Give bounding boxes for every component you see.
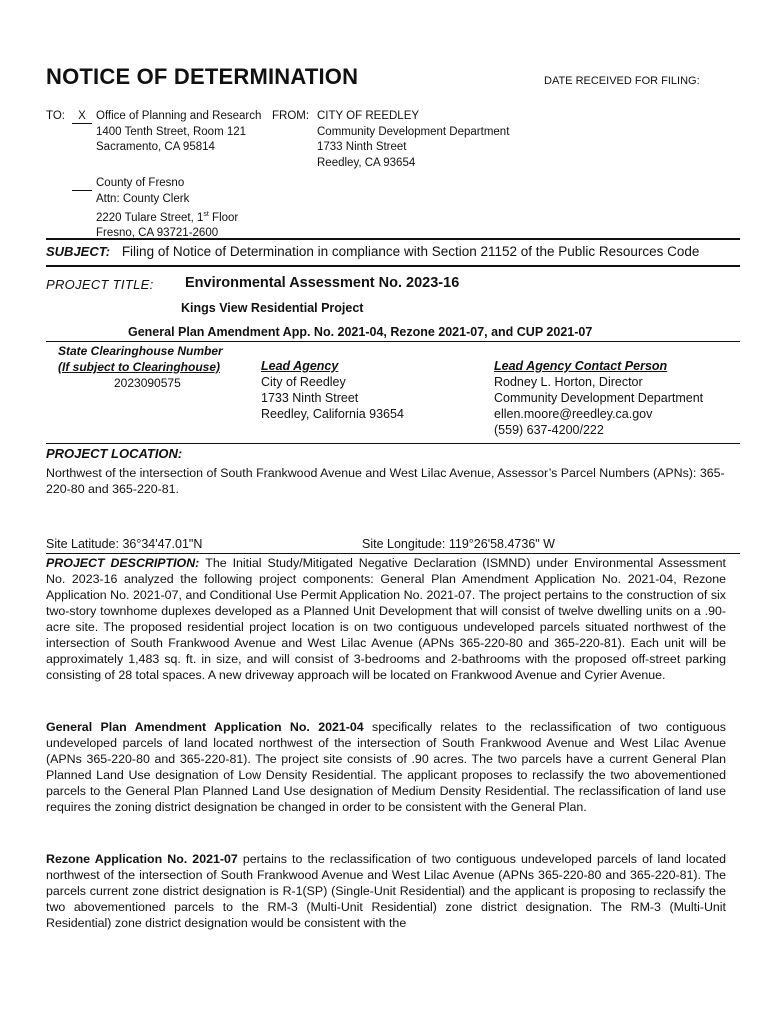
contact-block bbox=[494, 358, 703, 438]
description-text: The Initial Study/Mitigated Negative Declaration (ISMND) under Environmental Assessment No. 2023-16 analyzed the following project components: General Plan Amendment Application No. 2021-04, Rezone Application No. 2021-07, and Conditional Use Permit Application No. 2021-07. The project pertains to the construction of six two-story townhome duplexes developed as a Planned Unit Development that will consist of twelve dwelling units on a .90-acre site. The proposed residential project location is on two contiguous undeveloped parcels situated northwest of the intersection of South Frankwood Avenue and West Lilac Avenue (APNs 365-220-80 and 365-220-81). Each unit will be approximately 1,483 sq. ft. in size, and will consist of 3-bedrooms and 2-bathrooms with the proposed off-street parking consisting of 28 total spaces. A new driveway approach will be located on Frankwood Avenue and Cyrier Avenue. bbox=[46, 556, 726, 682]
divider bbox=[46, 341, 740, 342]
rezone-paragraph bbox=[46, 851, 726, 931]
subject-row bbox=[46, 244, 699, 259]
gpa-text: specifically relates to the reclassification of two contiguous undeveloped parcels of land located northwest of the intersection of South Frankwood Avenue and West Lilac Avenue (APNs 365-220-80 and 365-220-81). The project site consists of .90 acres. The two parcels have a current General Plan Planned Land Use designation of Low Density Residential. The applicant proposes to reclassify the two abovementioned parcels to the General Plan Planned Land Use designation of Medium Density Residential. The reclassification of land use requires the zoning district designation be changed in order to be consistent with the General Plan. bbox=[46, 720, 726, 814]
location-text: Northwest of the intersection of South Frankwood Avenue and West Lilac Avenue, Assessor’s Parcel Numbers (APNs): 365-220-80 and 365-220-81. bbox=[46, 466, 725, 496]
county-line: Attn: County Clerk bbox=[96, 192, 190, 205]
from-address bbox=[317, 109, 509, 171]
clearinghouse-block bbox=[58, 343, 223, 391]
contact-email: ellen.moore@reedley.ca.gov bbox=[494, 407, 653, 421]
project-applications: General Plan Amendment App. No. 2021-04, Rezone 2021-07, and CUP 2021-07 bbox=[128, 325, 593, 339]
opr-line: 1400 Tenth Street, Room 121 bbox=[96, 125, 247, 138]
to-label: TO: bbox=[46, 110, 65, 122]
from-line: 1733 Ninth Street bbox=[317, 141, 407, 153]
project-title: Environmental Assessment No. 2023-16 bbox=[185, 275, 460, 291]
opr-line: Sacramento, CA 95814 bbox=[96, 141, 215, 153]
gpa-lead: General Plan Amendment Application No. 2021-04 bbox=[46, 720, 364, 734]
lead-agency-line: Reedley, California 93654 bbox=[261, 407, 404, 421]
divider bbox=[46, 553, 740, 554]
date-received-label: DATE RECEIVED FOR FILING: bbox=[544, 75, 700, 87]
county-floor: Floor bbox=[208, 211, 239, 224]
document-title: NOTICE OF DETERMINATION bbox=[46, 64, 359, 89]
rezone-lead: Rezone Application No. 2021-07 bbox=[46, 852, 238, 866]
contact-phone: (559) 637-4200/222 bbox=[494, 423, 604, 437]
site-latitude: Site Latitude: 36°34'47.01"N bbox=[46, 537, 203, 551]
from-line: Community Development Department bbox=[317, 125, 510, 138]
divider bbox=[46, 238, 740, 240]
subject-label: SUBJECT: bbox=[46, 244, 111, 259]
project-title-label: PROJECT TITLE: bbox=[46, 277, 154, 292]
county-line: Fresno, CA 93721-2600 bbox=[96, 227, 219, 240]
from-label: FROM: bbox=[272, 110, 310, 122]
county-address bbox=[96, 176, 238, 242]
subject-text: Filing of Notice of Determination in compliance with Section 21152 of the Public Resources Code bbox=[121, 244, 700, 259]
county-sup: st bbox=[203, 211, 209, 218]
description-label: PROJECT DESCRIPTION: bbox=[46, 556, 200, 570]
gpa-paragraph bbox=[46, 719, 726, 815]
opr-checkmark: X bbox=[72, 109, 92, 124]
project-subtitle: Kings View Residential Project bbox=[181, 301, 364, 315]
county-street: 2220 Tulare Street, 1 bbox=[96, 211, 204, 224]
from-line: Reedley, CA 93654 bbox=[317, 156, 416, 169]
lead-agency-line: 1733 Ninth Street bbox=[261, 391, 359, 405]
county-line: County of Fresno bbox=[96, 177, 185, 189]
site-longitude: Site Longitude: 119°26'58.4736" W bbox=[362, 537, 555, 551]
contact-line: Rodney L. Horton, Director bbox=[494, 375, 643, 389]
contact-label: Lead Agency Contact Person bbox=[494, 359, 668, 373]
location-label: PROJECT LOCATION: bbox=[46, 446, 183, 461]
divider bbox=[46, 443, 740, 444]
lead-agency-block bbox=[261, 358, 404, 422]
clearinghouse-sublabel: (If subject to Clearinghouse) bbox=[58, 360, 221, 374]
opr-address bbox=[96, 109, 261, 156]
county-line bbox=[96, 207, 238, 226]
lead-agency-line: City of Reedley bbox=[261, 375, 346, 389]
from-line: CITY OF REEDLEY bbox=[317, 110, 420, 122]
opr-line: Office of Planning and Research bbox=[96, 110, 262, 122]
divider bbox=[46, 265, 740, 267]
rezone-text: pertains to the reclassification of two contiguous undeveloped parcels of land located northwest of the intersection of South Frankwood Avenue and West Lilac Avenue (APNs 365-220-80 and 365-220-81). The parcels current zone district designation is R-1(SP) (Single-Unit Residential) and the applicant is proposing to reclassify the two abovementioned parcels to the RM-3 (Multi-Unit Residential) zone district designation. The RM-3 (Multi-Unit Residential) zone district designation would be consistent with the bbox=[46, 852, 726, 930]
clearinghouse-number: 2023090575 bbox=[114, 376, 181, 390]
clearinghouse-label: State Clearinghouse Number bbox=[58, 344, 223, 358]
project-description bbox=[46, 555, 726, 683]
lead-agency-label: Lead Agency bbox=[261, 359, 339, 373]
contact-line: Community Development Department bbox=[494, 391, 704, 405]
county-checkmark bbox=[72, 176, 92, 191]
